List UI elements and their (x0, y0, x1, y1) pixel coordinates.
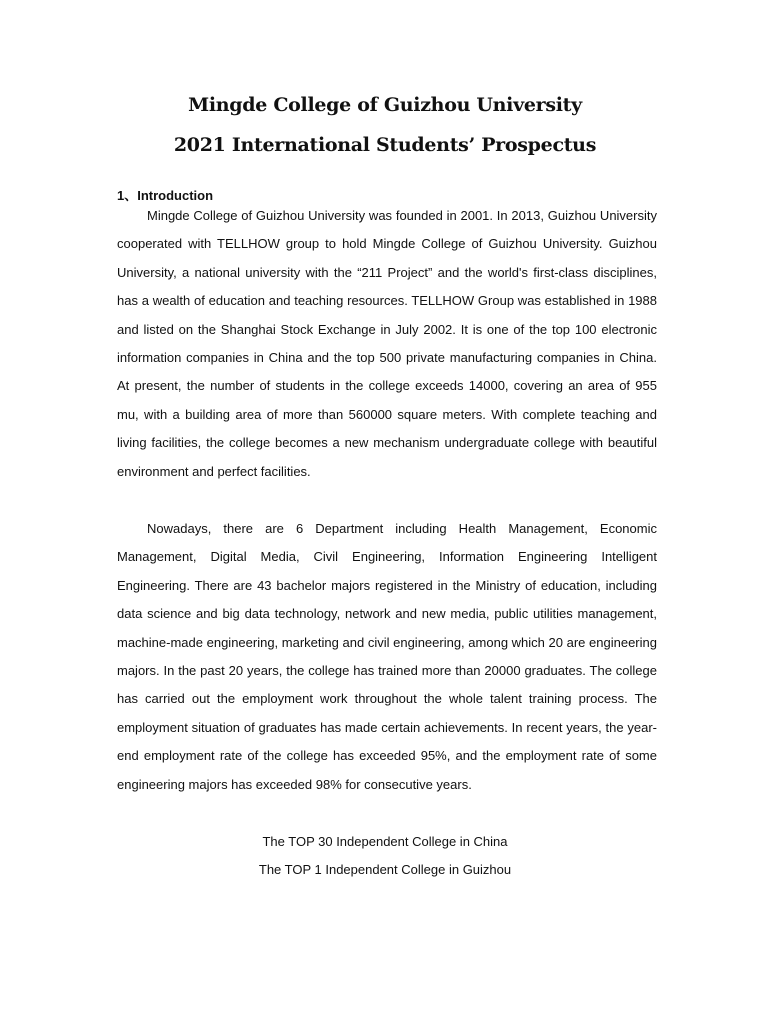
introduction-paragraph-history: Mingde College of Guizhou University was founded in 2001. In 2013, Guizhou University cooperated with TELLHOW group to hold Mingde College of Guizhou University. Guizhou University, a national university with the “211 Project” and the world's first-class disciplines, has a wealth of education and teaching resources. TELLHOW Group was established in 1988 and listed on the Shanghai Stock Exchange in July 2002. It is one of the top 100 electronic information companies in China and the top 500 private manufacturing companies in China. At present, the number of students in the college exceeds 14000, covering an area of 955 mu, with a building area of more than 560000 square meters. With complete teaching and living facilities, the college becomes a new mechanism undergraduate college with beautiful environment and perfect facilities. (117, 208, 657, 479)
document-title: Mingde College of Guizhou University (188, 94, 582, 116)
introduction-paragraph-departments: Nowadays, there are 6 Department including Health Management, Economic Management, Digital Media, Civil Engineering, Information Engineering Intelligent Engineering. There are 43 bachelor majors registered in the Ministry of education, including data science and big data technology, network and new media, public utilities management, machine-made engineering, marketing and civil engineering, among which 20 are engineering majors. In the past 20 years, the college has trained more than 20000 graduates. The college has carried out the employment work throughout the whole talent training process. The employment situation of graduates has made certain achievements. In recent years, the year-end employment rate of the college has exceeded 95%, and the employment rate of some engineering majors has exceeded 98% for consecutive years. (117, 521, 657, 792)
document-subtitle: 2021 International Students’ Prospectus (173, 134, 597, 156)
section-heading-introduction: 1、Introduction (117, 188, 214, 203)
ranking-tagline-china: The TOP 30 Independent College in China (262, 834, 508, 849)
ranking-tagline-guizhou: The TOP 1 Independent College in Guizhou (258, 862, 512, 877)
